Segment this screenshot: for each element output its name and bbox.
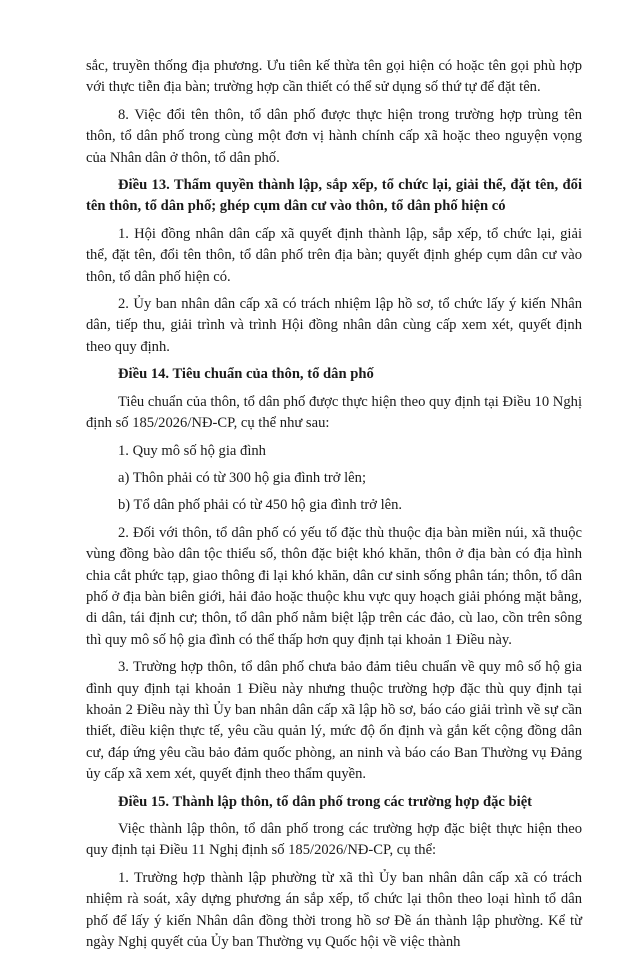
paragraph: Tiêu chuẩn của thôn, tổ dân phố được thực hiện theo quy định tại Điều 10 Nghị định số 185/2026/NĐ-CP, cụ thể như sau: [86,393,582,432]
paragraph: sắc, truyền thống địa phương. Ưu tiên kế thừa tên gọi hiện có hoặc tên gọi phù hợp với thực tiễn địa bàn; trường hợp cần thiết có thể sử dụng số thứ tự để đặt tên. [86,58,582,96]
document-page [86,56,582,959]
paragraph: 2. Ủy ban nhân dân cấp xã có trách nhiệm lập hồ sơ, tổ chức lấy ý kiến Nhân dân, tiếp thu, giải trình và trình Hội đồng nhân dân cùng cấp xem xét, quyết định theo quy định. [86,296,582,355]
paragraph: 8. Việc đổi tên thôn, tổ dân phố được thực hiện trong trường hợp trùng tên thôn, tổ dân phố trong cùng một đơn vị hành chính cấp xã hoặc theo nguyện vọng của Nhân dân ở thôn, tổ dân phố. [86,106,582,166]
paragraph: 2. Đối với thôn, tổ dân phố có yếu tố đặc thù thuộc địa bàn miền núi, xã thuộc vùng đồng bào dân tộc thiểu số, thôn đặc biệt khó khăn, thôn ở địa bàn có địa hình chia cắt phức tạp, giao thông đi lại khó khăn, dân cư sinh sống phân tán; thôn, tổ dân phố ở địa bàn biên giới, hải đảo hoặc thuộc khu vực quy hoạch giải phóng mặt bằng, di dân, tái định cư; thôn, tổ dân phố nằm biệt lập trên các đảo, cù lao, cồn trên sông thì quy mô số hộ gia đình có thể thấp hơn quy định tại khoản 1 Điều này. [86,524,582,648]
article-heading: Điều 13. Thẩm quyền thành lập, sắp xếp, tổ chức lại, giải thể, đặt tên, đổi tên thôn, tổ dân phố; ghép cụm dân cư vào thôn, tổ dân phố hiện có [86,177,582,215]
paragraph: b) Tổ dân phố phải có từ 450 hộ gia đình trở lên. [118,497,403,514]
paragraph: a) Thôn phải có từ 300 hộ gia đình trở lên; [118,469,367,486]
paragraph: 1. Trường hợp thành lập phường từ xã thì Ủy ban nhân dân cấp xã có trách nhiệm rà soát, xây dựng phương án sắp xếp, tổ chức lại thôn theo loại hình tổ dân phố để lấy ý kiến Nhân dân đồng thời trong hồ sơ Đề án thành lập phường. Kể từ ngày Nghị quyết của Ủy ban Thường vụ Quốc hội về việc thành [86,869,582,951]
article-heading: Điều 14. Tiêu chuẩn của thôn, tổ dân phố [118,366,374,383]
paragraph: 1. Hội đồng nhân dân cấp xã quyết định thành lập, sắp xếp, tổ chức lại, giải thể, đặt tên, đổi tên thôn, tổ dân phố trên địa bàn; quyết định ghép cụm dân cư vào thôn, tổ dân phố hiện có. [86,225,582,285]
paragraph: 3. Trường hợp thôn, tổ dân phố chưa bảo đảm tiêu chuẩn về quy mô số hộ gia đình quy định tại khoản 1 Điều này nhưng thuộc trường hợp đặc thù quy định tại khoản 2 Điều này thì Ủy ban nhân dân cấp xã lập hồ sơ, báo cáo giải trình về sự cần thiết, điều kiện thực tế, yêu cầu quản lý, mức độ ổn định và gắn kết cộng đồng dân cư, đáp ứng yêu cầu bảo đảm quốc phòng, an ninh và báo cáo Ban Thường vụ Đảng ủy cấp xã xem xét, quyết định theo thẩm quyền. [86,659,582,783]
article-heading: Điều 15. Thành lập thôn, tổ dân phố trong các trường hợp đặc biệt [118,793,533,810]
paragraph: Việc thành lập thôn, tổ dân phố trong các trường hợp đặc biệt thực hiện theo quy định tại Điều 11 Nghị định số 185/2026/NĐ-CP, cụ thể: [86,821,582,859]
paragraph: 1. Quy mô số hộ gia đình [118,442,266,459]
